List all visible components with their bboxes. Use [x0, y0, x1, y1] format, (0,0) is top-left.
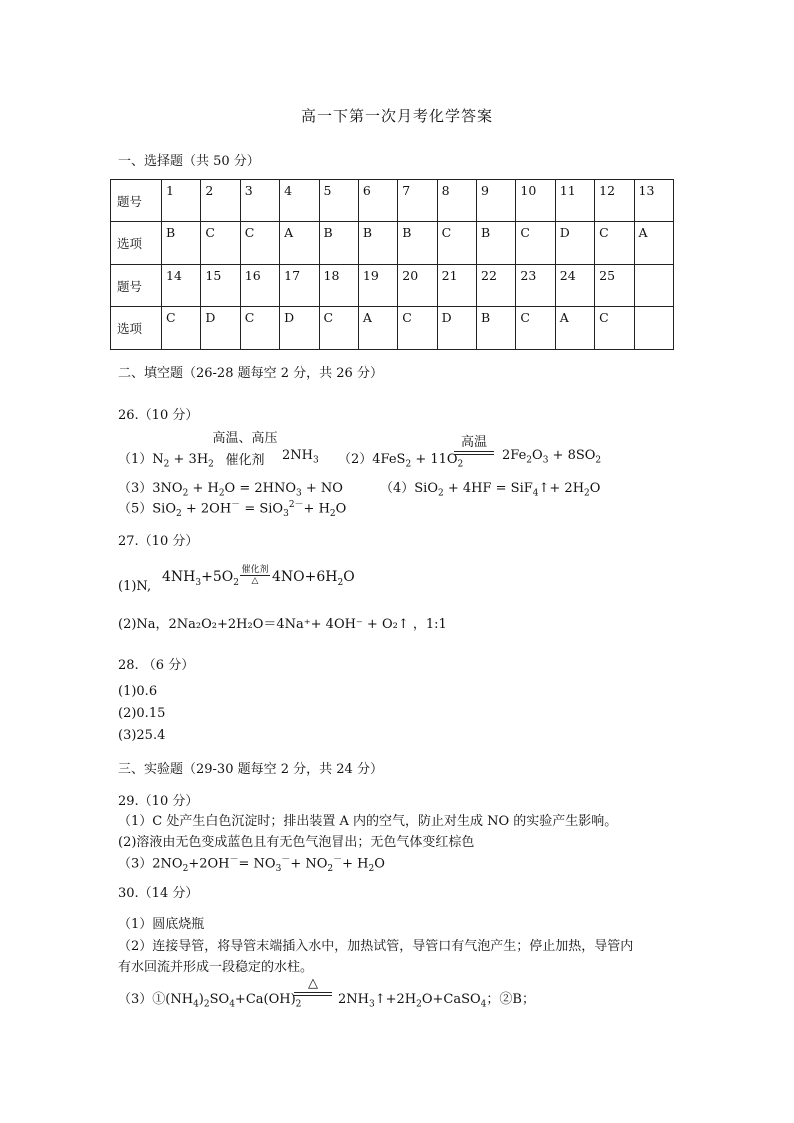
- equals-bar: [294, 992, 332, 996]
- q26-eq3: $(3)3NO_2 + H_2O = 2HNO_3$ + NO: [118, 481, 343, 499]
- q27-a2: (2)Na，2Na₂O₂+2H₂O＝4Na⁺+ 4OH⁻ + O₂↑ ，1:1: [118, 617, 447, 632]
- table-cell: D: [555, 222, 594, 265]
- page-title: 高一下第一次月考化学答案: [300, 107, 493, 125]
- q29-a2: (2)溶液由无色变成蓝色且有无色气泡冒出；无色气体变红棕色: [118, 835, 475, 850]
- table-cell: A: [555, 307, 594, 350]
- q27-header: 27.（10 分）: [118, 534, 199, 549]
- table-row-label: 题号: [111, 180, 162, 222]
- table-cell: 24: [555, 265, 594, 307]
- table-cell: 6: [358, 180, 397, 222]
- table-cell: C: [437, 222, 476, 265]
- table-cell: 17: [280, 265, 319, 307]
- table-cell: B: [319, 222, 358, 265]
- q29-a3: $(3)2NO_2+2OH^-= NO_3^-+ NO_2^-+ H_2O$: [118, 855, 385, 874]
- table-cell: B: [162, 222, 201, 265]
- section1-heading: 一、选择题（共 50 分）: [118, 154, 260, 169]
- table-cell: D: [437, 307, 476, 350]
- q30-a3-reactants: $(3)①(NH_4)_2SO_4+Ca(OH)_2$: [118, 992, 302, 1010]
- condition-bottom: 催化剂: [225, 453, 265, 468]
- table-cell: 21: [437, 265, 476, 307]
- table-cell: 1: [162, 180, 201, 222]
- table-cell: D: [201, 307, 240, 350]
- table-cell: 12: [595, 180, 634, 222]
- table-cell: 14: [162, 265, 201, 307]
- table-row: [111, 180, 674, 222]
- table-cell: C: [595, 307, 634, 350]
- table-cell: 2: [201, 180, 240, 222]
- equals-bar: [454, 451, 494, 455]
- table-cell: C: [595, 222, 634, 265]
- table-cell: 9: [477, 180, 516, 222]
- table-cell: 10: [516, 180, 555, 222]
- table-cell: 15: [201, 265, 240, 307]
- table-cell: C: [240, 222, 279, 265]
- condition-top: 高温、高压: [212, 431, 278, 446]
- condition-top: 高温: [460, 435, 487, 450]
- table-cell: 19: [358, 265, 397, 307]
- table-cell: 20: [398, 265, 437, 307]
- section2-heading: 二、填空题（26-28 题每空 2 分，共 26 分）: [118, 366, 383, 381]
- table-row-label: 选项: [111, 307, 162, 350]
- answer-table: [110, 179, 674, 350]
- table-cell: A: [280, 222, 319, 265]
- q28-a2: (2)0.15: [118, 706, 166, 721]
- table-cell: 22: [477, 265, 516, 307]
- table-cell: 13: [634, 180, 674, 222]
- condition-top: 催化剂: [241, 565, 269, 575]
- q28-a3: (3)25.4: [118, 728, 166, 743]
- table-cell: 8: [437, 180, 476, 222]
- q27-a1-reactants: $4NH_3+5O_2$: [162, 569, 239, 588]
- table-cell: B: [477, 307, 516, 350]
- q26-eq1: $(1)N_2 + 3H_2$: [118, 452, 214, 470]
- table-cell: C: [201, 222, 240, 265]
- table-cell: C: [516, 307, 555, 350]
- table-cell: 3: [240, 180, 279, 222]
- table-cell: 16: [240, 265, 279, 307]
- q26-header: 26.（10 分）: [118, 408, 199, 423]
- table-cell: B: [358, 222, 397, 265]
- table-cell: [634, 265, 674, 307]
- q27-a1-products: $4NO+6H_2O$: [272, 569, 355, 588]
- table-cell: 4: [280, 180, 319, 222]
- q26-eq2-products: $2Fe_2O_3 + 8SO_2$: [502, 448, 602, 466]
- table-row: [111, 222, 674, 265]
- table-row-label: 选项: [111, 222, 162, 265]
- table-cell: 18: [319, 265, 358, 307]
- table-cell: 23: [516, 265, 555, 307]
- q29-a1: （1）C 处产生白色沉淀时；排出装置 A 内的空气，防止对生成 NO 的实验产生影响。: [118, 814, 618, 829]
- table-cell: 25: [595, 265, 634, 307]
- q26-eq1-condition: [208, 431, 282, 469]
- condition-bottom: △: [251, 576, 259, 586]
- q28-a1: (1)0.6: [118, 684, 158, 699]
- q30-a1: （1）圆底烧瓶: [118, 917, 205, 932]
- table-row: [111, 307, 674, 350]
- q30-a2-line1: （2）连接导管，将导管末端插入水中，加热试管，导管口有气泡产生；停止加热，导管内: [118, 939, 634, 954]
- table-cell: [634, 307, 674, 350]
- table-cell: A: [634, 222, 674, 265]
- q26-eq2-reactants: $(2)4FeS_2 + 11O_2$: [338, 452, 464, 470]
- q30-a3-products: $2NH_3↑+2H_2O+CaSO_4$；②B；: [338, 992, 535, 1010]
- table-cell: B: [477, 222, 516, 265]
- table-row-label: 题号: [111, 265, 162, 307]
- table-cell: C: [240, 307, 279, 350]
- q30-header: 30.（14 分）: [118, 886, 199, 901]
- q26-eq5: $(5)SiO_2 + 2OH^- = SiO_3^{2-}+ H_2O$: [118, 500, 347, 519]
- q29-header: 29.（10 分）: [118, 794, 199, 809]
- condition-top: △: [308, 976, 318, 991]
- table-cell: C: [319, 307, 358, 350]
- table-cell: D: [280, 307, 319, 350]
- table-row: [111, 265, 674, 307]
- table-cell: 11: [555, 180, 594, 222]
- q30-a2-line2: 有水回流并形成一段稳定的水柱。: [118, 960, 314, 975]
- q26-eq2-condition: [454, 435, 494, 455]
- q27-a1-prefix: (1)N,: [118, 579, 152, 594]
- table-cell: C: [398, 307, 437, 350]
- q28-header: 28. （6 分）: [118, 658, 195, 673]
- section3-heading: 三、实验题（29-30 题每空 2 分，共 24 分）: [118, 762, 383, 777]
- q26-eq1-product: $2NH_3$: [282, 448, 319, 466]
- q30-a3-condition: [294, 976, 332, 996]
- table-cell: A: [358, 307, 397, 350]
- table-cell: B: [398, 222, 437, 265]
- table-cell: 5: [319, 180, 358, 222]
- q27-condition: [240, 565, 270, 586]
- q26-eq4: （4）SiO$_2$ + 4HF = SiF$_4$↑+ $2H_2O$: [380, 481, 601, 499]
- table-cell: 7: [398, 180, 437, 222]
- table-cell: C: [516, 222, 555, 265]
- table-cell: C: [162, 307, 201, 350]
